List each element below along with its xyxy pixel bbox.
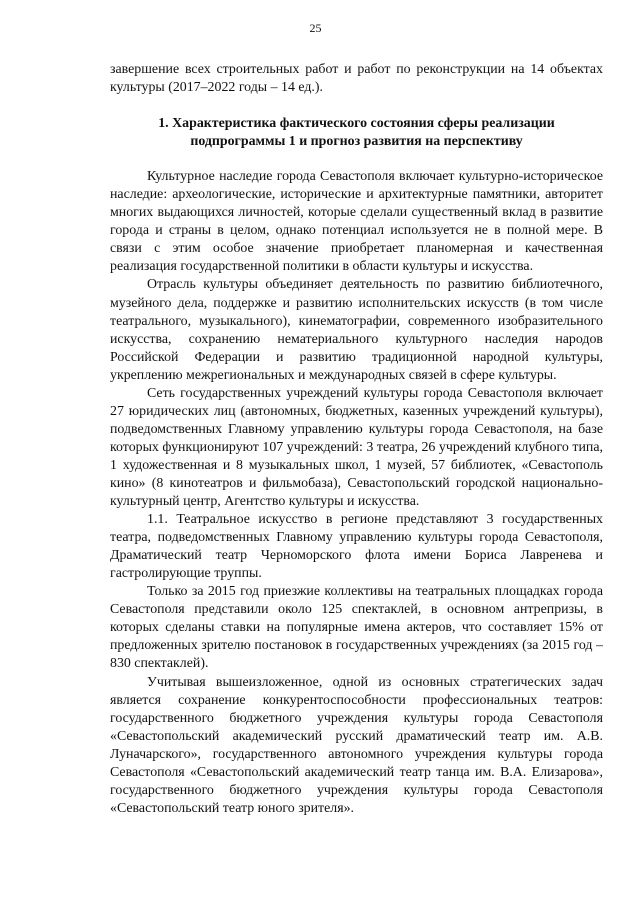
section-heading	[110, 115, 603, 151]
section-heading-line-2: подпрограммы 1 и прогноз развития на перспективу	[190, 134, 523, 150]
paragraph-theatre-art: 1.1. Театральное искусство в регионе представляют 3 государственных театра, подведомственных Главному управлению культуры города Севастополя, Драматический театр Черноморского флота имени Бориса Лавренева и гастролирующие труппы.	[110, 512, 603, 582]
paragraph-cultural-heritage: Культурное наследие города Севастополя включает культурно-историческое наследие: археологические, исторические и архитектурные памятники, авторитет многих выдающихся личностей, которые сделали существенный вклад в развитие города и страны в целом, однако потенциал используется не в полной мере. В связи с этим особое значение приобретает планомерная и качественная реализация государственной политики в области культуры и искусства.	[110, 169, 603, 275]
paragraph-culture-sector: Отрасль культуры объединяет деятельность по развитию библиотечного, музейного дела, поддержке и развитию исполнительских искусств (в том числе театрального, музыкального), кинематографии, современного изобразительного искусства, сохранению нематериального культурного наследия народов Российской Федерации и развитию традиционной народной культуры, укреплению межрегиональных и международных связей в сфере культуры.	[110, 277, 603, 383]
paragraph-strategic-tasks: Учитывая вышеизложенное, одной из основных стратегических задач является сохранение конкурентоспособности профессиональных театров: государственного бюджетного учреждения культуры города Севастополя «Севастопольский академический русский драматический театр им. А.В. Луначарского», государственного автономного учреждения культуры города Севастополя «Севастопольский академический театр танца им. В.А. Елизарова», государственного бюджетного учреждения культуры города Севастополя «Севастопольский театр юного зрителя».	[110, 674, 603, 816]
page-number: 25	[309, 21, 322, 35]
continuation-paragraph: завершение всех строительных работ и работ по реконструкции на 14 объектах культуры (2017–2022 годы – 14 ед.).	[110, 62, 603, 96]
section-heading-line-1: 1. Характеристика фактического состояния сферы реализации	[158, 116, 555, 132]
paragraph-touring-troupes: Только за 2015 год приезжие коллективы на театральных площадках города Севастополя представили около 125 спектаклей, в основном антрепризы, в которых сделаны ставки на популярные имена актеров, что составляет 15% от предложенных зрителю постановок в государственных учреждениях (за 2015 год – 830 спектаклей).	[110, 584, 603, 672]
page-content	[110, 61, 603, 818]
paragraph-institutions-network: Сеть государственных учреждений культуры города Севастополя включает 27 юридических лиц (автономных, бюджетных, казенных учреждений культуры), подведомственных Главному управлению культуры города Севастополя, на базе которых функционируют 107 учреждений: 3 театра, 26 учреждений клубного типа, 1 художественная и 8 музыкальных школ, 1 музей, 57 библиотек, «Севастополь кино» (8 кинотеатров и фильмобаза), Севастопольский городской национально-культурный центр, Агентство культуры и искусства.	[110, 385, 603, 510]
